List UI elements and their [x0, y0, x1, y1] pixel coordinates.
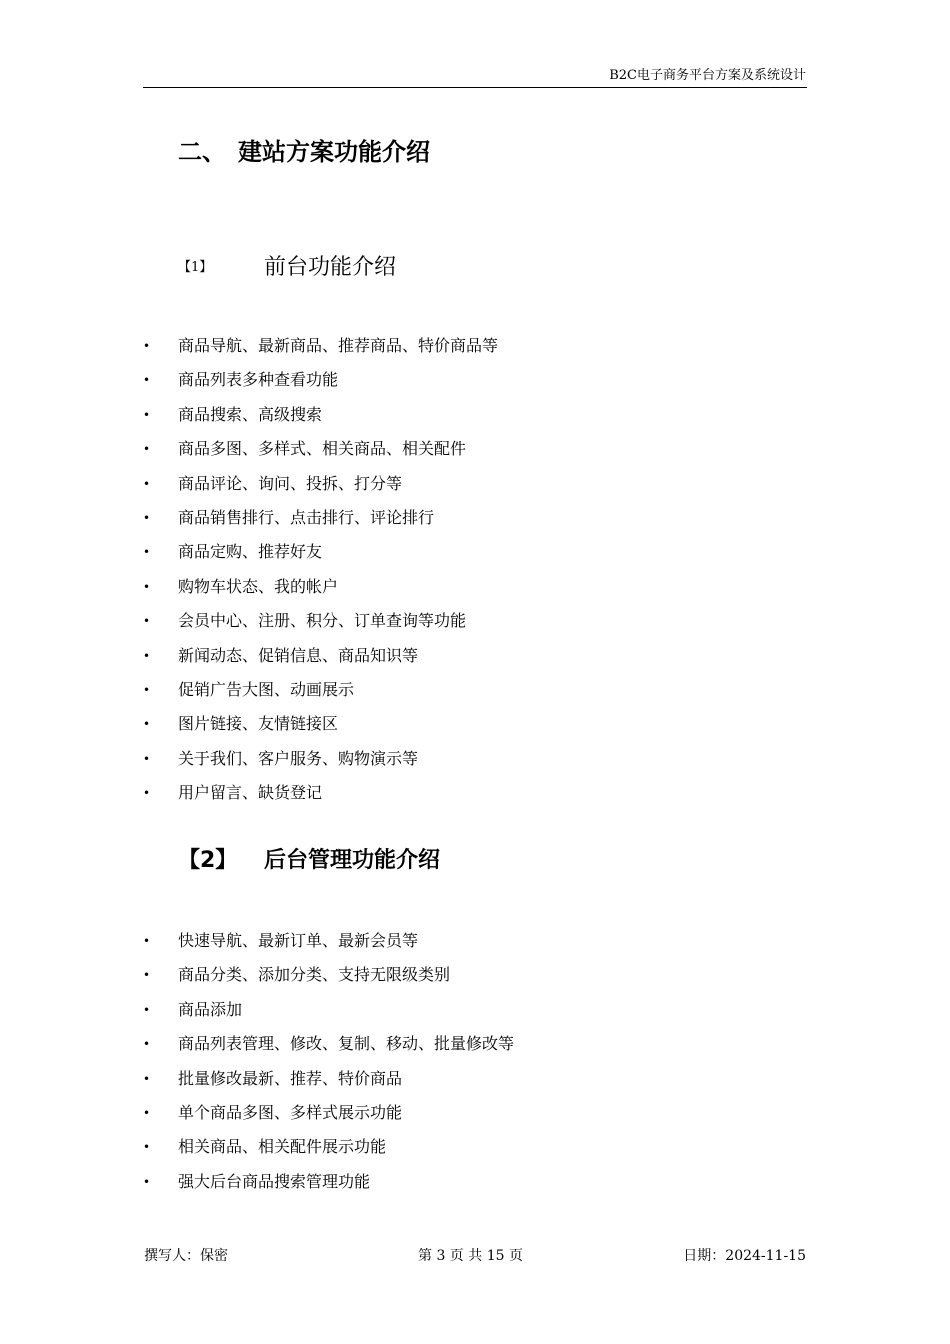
bullet-dot: •	[143, 510, 151, 525]
bullet-dot: •	[143, 579, 151, 594]
list-item-text: 新闻动态、促销信息、商品知识等	[178, 645, 419, 665]
chapter-title: 建站方案功能介绍	[238, 138, 430, 166]
list-item-text: 图片链接、友情链接区	[178, 714, 339, 734]
bullet-dot: •	[143, 373, 151, 388]
bullet-dot: •	[143, 614, 151, 629]
bullet-dot: •	[143, 648, 151, 663]
header-rule	[143, 87, 807, 88]
footer-page-number: 第 3 页 共 15 页	[418, 1248, 523, 1264]
bullet-dot: •	[143, 968, 151, 983]
list-item-text: 商品搜索、高级搜索	[178, 404, 323, 424]
list-item-text: 商品多图、多样式、相关商品、相关配件	[178, 439, 467, 459]
section-title: 前台功能介绍	[264, 255, 397, 280]
list-item-text: 商品导航、最新商品、推荐商品、特价商品等	[178, 336, 499, 355]
bullet-dot: •	[143, 717, 151, 732]
list-item-text: 批量修改最新、推荐、特价商品	[178, 1068, 403, 1088]
running-header: B2C电子商务平台方案及系统设计	[609, 68, 806, 83]
footer-date: 日期：2024-11-15	[683, 1248, 806, 1264]
section-title: 后台管理功能介绍	[264, 848, 441, 873]
bullet-dot: •	[143, 1037, 151, 1052]
list-item-text: 商品评论、询问、投拆、打分等	[178, 473, 403, 493]
bullet-dot: •	[143, 1105, 151, 1120]
list-item-text: 商品列表多种查看功能	[178, 370, 339, 390]
chapter-heading	[178, 136, 430, 168]
bullet-dot: •	[143, 442, 151, 457]
section-number: 【1】	[178, 260, 213, 275]
list-item-text: 购物车状态、我的帐户	[178, 576, 339, 596]
bullet-dot: •	[143, 1174, 151, 1189]
list-item-text: 商品列表管理、修改、复制、移动、批量修改等	[178, 1034, 515, 1054]
bullet-dot: •	[143, 751, 151, 766]
bullet-dot: •	[143, 407, 151, 422]
list-item-text: 商品添加	[178, 999, 243, 1019]
section-heading-front	[178, 252, 396, 284]
list-item-text: 单个商品多图、多样式展示功能	[178, 1102, 403, 1122]
list-item-text: 强大后台商品搜索管理功能	[178, 1171, 371, 1191]
chapter-number: 二、	[178, 138, 226, 166]
section-number: 【2】	[178, 848, 238, 873]
list-item-text: 关于我们、客户服务、购物演示等	[178, 748, 419, 768]
bullet-dot: •	[143, 339, 151, 353]
bullet-dot: •	[143, 934, 151, 948]
list-item-text: 商品定购、推荐好友	[178, 542, 323, 562]
bullet-dot: •	[143, 786, 151, 801]
list-item-text: 用户留言、缺货登记	[178, 783, 323, 803]
bullet-dot: •	[143, 682, 151, 697]
bullet-dot: •	[143, 1140, 151, 1155]
footer-author: 撰写人：保密	[144, 1248, 228, 1264]
list-item-text: 促销广告大图、动画展示	[178, 679, 355, 699]
bullet-dot: •	[143, 1071, 151, 1086]
list-item-text: 商品分类、添加分类、支持无限级类别	[178, 965, 451, 985]
bullet-dot: •	[143, 476, 151, 491]
section-heading-back	[178, 845, 440, 877]
list-item-text: 快速导航、最新订单、最新会员等	[178, 931, 419, 950]
bullet-dot: •	[143, 1002, 151, 1017]
list-item-text: 商品销售排行、点击排行、评论排行	[178, 507, 435, 527]
bullet-dot: •	[143, 545, 151, 560]
list-item-text: 会员中心、注册、积分、订单查询等功能	[178, 611, 467, 631]
list-item-text: 相关商品、相关配件展示功能	[178, 1137, 387, 1157]
